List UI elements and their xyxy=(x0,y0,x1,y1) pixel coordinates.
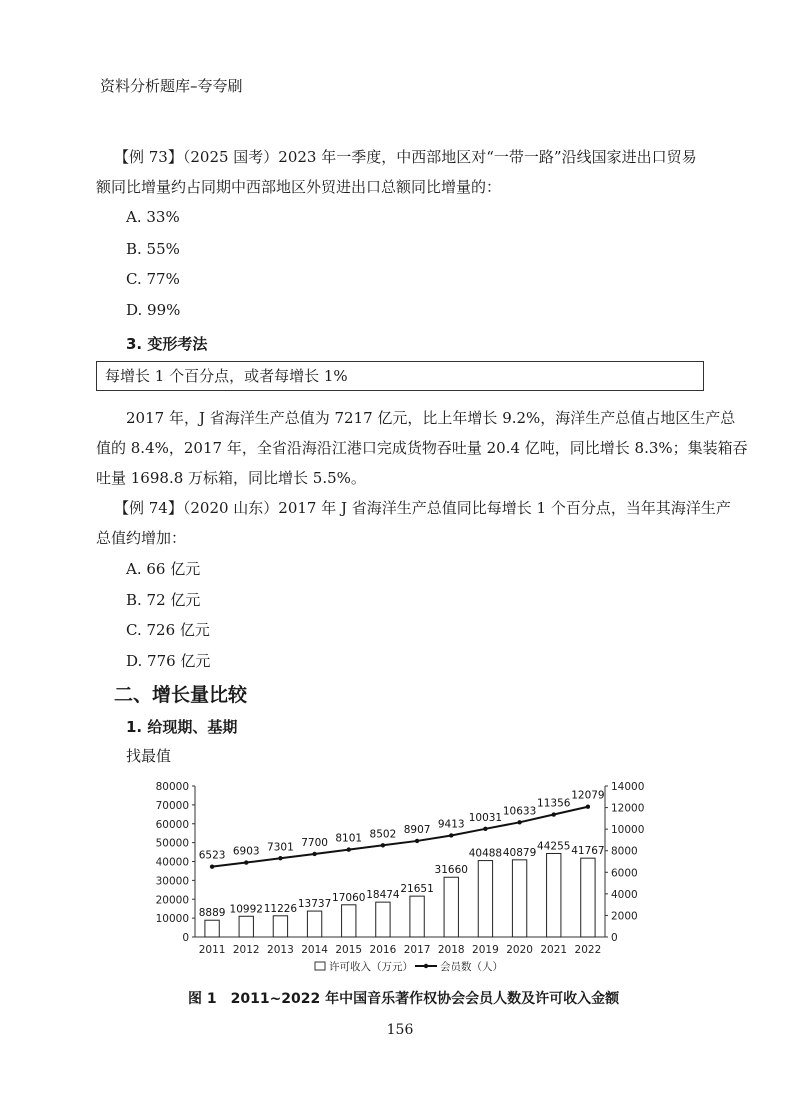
income-value-label: 17060 xyxy=(332,891,366,904)
income-value-label: 18474 xyxy=(366,889,400,902)
y-left-tick-label: 50000 xyxy=(155,837,189,850)
member-value-label: 7700 xyxy=(301,836,328,849)
member-point xyxy=(483,827,487,831)
figure-caption: 图 1 2011~2022 年中国音乐著作权协会会员人数及许可收入金额 xyxy=(188,991,620,1007)
y-right-tick-label: 10000 xyxy=(611,824,645,837)
member-point xyxy=(552,812,556,816)
chart-legend xyxy=(315,960,503,973)
member-point xyxy=(244,860,248,864)
member-point xyxy=(278,856,282,860)
y-left-tick-label: 70000 xyxy=(155,799,189,812)
income-bar xyxy=(342,905,356,937)
income-value-label: 41767 xyxy=(571,845,605,858)
member-value-label: 9413 xyxy=(437,818,465,831)
y-right-tick-label: 14000 xyxy=(611,781,645,793)
income-bar xyxy=(239,916,253,937)
q73-option-d: D. 99% xyxy=(126,301,181,319)
legend-bar-swatch xyxy=(315,962,325,970)
q73-line2: 额同比增量约占同期中西部地区外贸进出口总额同比增量的： xyxy=(96,178,502,196)
member-value-label: 8502 xyxy=(369,828,397,841)
income-value-label: 8889 xyxy=(198,907,226,920)
q73-option-b: B. 55% xyxy=(126,240,180,258)
income-bar xyxy=(478,861,492,937)
y-right-tick-label: 4000 xyxy=(611,888,638,901)
y-right-tick-label: 8000 xyxy=(611,845,638,858)
note-text: 找最值 xyxy=(126,747,172,765)
member-value-label: 10633 xyxy=(502,805,537,818)
y-left-tick-label: 40000 xyxy=(155,856,189,869)
member-value-label: 6523 xyxy=(198,849,226,862)
q74-option-a: A. 66 亿元 xyxy=(126,560,201,578)
member-point xyxy=(449,833,453,837)
chart-axes xyxy=(156,781,645,956)
income-value-label: 31660 xyxy=(434,864,468,877)
x-tick-label: 2021 xyxy=(540,944,568,956)
running-header: 资料分析题库–夸夸刷 xyxy=(100,77,243,95)
member-point xyxy=(210,864,214,868)
member-value-label: 8907 xyxy=(403,823,431,836)
income-value-label: 10992 xyxy=(229,903,263,916)
income-value-label: 13737 xyxy=(297,898,332,911)
membership-income-chart xyxy=(150,776,670,986)
q73-line1: 【例 73】（2025 国考）2023 年一季度，中西部地区对“一带一路”沿线国家进出口贸易 xyxy=(114,148,697,166)
member-value-label: 6903 xyxy=(232,845,260,858)
para-line3: 吐量 1698.8 万标箱，同比增长 5.5%。 xyxy=(96,469,366,487)
income-bar xyxy=(547,853,561,937)
income-value-label: 21651 xyxy=(400,883,434,896)
member-value-label: 11356 xyxy=(537,797,571,810)
member-point xyxy=(586,805,590,809)
member-value-label: 12079 xyxy=(571,789,605,802)
section-heading: 二、增长量比较 xyxy=(114,684,248,706)
member-point xyxy=(347,847,351,851)
member-point xyxy=(415,839,419,843)
q74-line2: 总值约增加： xyxy=(96,529,187,547)
q73-option-a: A. 33% xyxy=(126,208,180,226)
member-value-label: 7301 xyxy=(267,841,294,854)
x-tick-label: 2020 xyxy=(506,944,533,956)
section-3-heading: 3. 变形考法 xyxy=(126,335,208,353)
member-point xyxy=(381,843,385,847)
data-labels xyxy=(199,790,605,920)
x-tick-label: 2016 xyxy=(369,944,397,956)
x-tick-label: 2015 xyxy=(335,944,363,956)
x-tick-label: 2017 xyxy=(403,944,431,956)
x-tick-label: 2013 xyxy=(267,944,294,956)
x-tick-label: 2014 xyxy=(301,944,328,956)
y-left-tick-label: 60000 xyxy=(155,818,189,831)
member-value-label: 10031 xyxy=(468,811,503,824)
q74-line1: 【例 74】（2020 山东）2017 年 J 省海洋生产总值同比每增长 1 个百分点，当年其海洋生产 xyxy=(114,499,731,517)
member-value-label: 8101 xyxy=(335,832,363,845)
legend-line-label: 会员数（人） xyxy=(440,961,503,973)
income-bar xyxy=(273,916,287,937)
member-point xyxy=(517,820,521,824)
y-left-tick-label: 30000 xyxy=(155,875,189,888)
x-tick-label: 2011 xyxy=(198,944,226,956)
member-point xyxy=(312,852,316,856)
y-left-tick-label: 20000 xyxy=(155,894,189,907)
y-left-tick-label: 10000 xyxy=(155,913,189,926)
x-tick-label: 2012 xyxy=(232,944,260,956)
income-bar xyxy=(410,896,424,937)
x-tick-label: 2018 xyxy=(437,944,465,956)
x-tick-label: 2019 xyxy=(472,944,499,956)
income-value-label: 40879 xyxy=(502,846,537,859)
subsection-heading: 1. 给现期、基期 xyxy=(126,718,238,736)
y-right-tick-label: 0 xyxy=(611,932,618,944)
x-tick-label: 2022 xyxy=(574,944,602,956)
y-right-tick-label: 2000 xyxy=(611,910,638,923)
q73-option-c: C. 77% xyxy=(126,270,180,288)
para-line1: 2017 年，J 省海洋生产总值为 7217 亿元，比上年增长 9.2%，海洋生产总值占地区生产总 xyxy=(126,409,736,427)
income-value-label: 11226 xyxy=(263,902,298,915)
legend-line-marker xyxy=(424,964,428,968)
y-right-tick-label: 12000 xyxy=(611,802,645,815)
page-number: 156 xyxy=(386,1022,414,1038)
method-box: 每增长 1 个百分点，或者每增长 1% xyxy=(96,361,704,391)
legend-bar-label: 许可收入（万元） xyxy=(329,961,413,973)
income-bar xyxy=(444,877,458,937)
q74-option-b: B. 72 亿元 xyxy=(126,591,201,609)
q74-option-c: C. 726 亿元 xyxy=(126,621,210,639)
y-left-tick-label: 0 xyxy=(182,932,189,944)
income-bar xyxy=(512,860,526,937)
y-left-tick-label: 80000 xyxy=(155,781,189,793)
income-bar xyxy=(376,902,390,937)
income-value-label: 40488 xyxy=(468,847,503,860)
income-bar xyxy=(581,858,595,937)
y-right-tick-label: 6000 xyxy=(611,867,638,880)
income-value-label: 44255 xyxy=(537,840,571,853)
bar-series xyxy=(205,853,595,937)
para-line2: 值的 8.4%，2017 年，全省沿海沿江港口完成货物吞吐量 20.4 亿吨，同比增长 8.3%；集装箱吞 xyxy=(96,439,748,457)
q74-option-d: D. 776 亿元 xyxy=(126,652,211,670)
income-bar xyxy=(205,920,219,937)
income-bar xyxy=(307,911,321,937)
